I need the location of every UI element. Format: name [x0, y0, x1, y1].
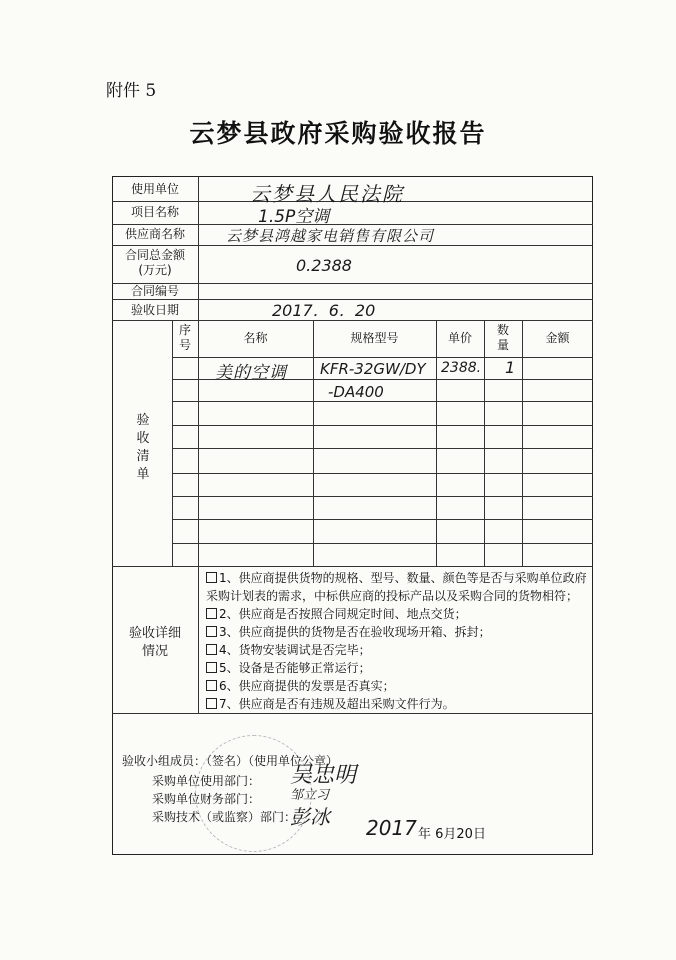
inventory-label-char: 单 [136, 467, 150, 482]
inventory-row-divider [172, 519, 593, 520]
item-name: 美的空调 [215, 363, 287, 383]
column-header-qty-char: 量 [496, 338, 509, 352]
column-header-price: 单价 [447, 331, 472, 345]
inventory-row-divider [172, 425, 593, 426]
page-title: 云梦县政府采购验收报告 [189, 119, 487, 148]
value-contract-amount: 0.2388 [296, 256, 352, 275]
sign-date-year: 2017 [366, 816, 417, 840]
item-model-line1: KFR-32GW/DY [320, 360, 426, 378]
checkbox[interactable] [206, 662, 217, 673]
section-divider [112, 713, 593, 714]
column-header-qty-char: 数 [496, 323, 509, 337]
label-acceptance-date: 验收日期 [130, 303, 179, 317]
check-item-text: 6、供应商提供的发票是否真实； [219, 679, 395, 693]
checkbox[interactable] [206, 572, 217, 583]
attachment-label: 附件 5 [106, 81, 157, 101]
value-acceptance-date: 2017．6．20 [272, 301, 376, 320]
check-item-text: 7、供应商是否有违规及超出采购文件行为。 [219, 697, 455, 711]
label-project-name: 项目名称 [130, 205, 179, 219]
column-header-seq-char: 号 [178, 338, 191, 352]
check-item-7 [206, 696, 455, 712]
inventory-label-divider [172, 320, 173, 566]
acceptance-team-line: 验收小组成员：（签名）（使用单位公章） [122, 754, 339, 768]
details-label [112, 625, 198, 661]
check-item-text: 5、设备是否能够正常运行； [219, 661, 371, 675]
value-supplier-name: 云梦县鸿越家电销售有限公司 [226, 227, 435, 245]
sign-date-rest: 年 6月20日 [418, 827, 486, 842]
item-qty: 1 [505, 358, 516, 377]
checkbox[interactable] [206, 644, 217, 655]
inventory-section-label [135, 412, 151, 484]
label-column-divider [198, 176, 199, 320]
seq-column-divider [198, 320, 199, 566]
column-header-seq [172, 323, 198, 353]
user-dept-label: 采购单位使用部门： [152, 774, 261, 788]
check-item-1 [206, 570, 587, 586]
check-item-text: 4、货物安装调试是否完毕； [219, 643, 371, 657]
inventory-label-char: 清 [136, 449, 150, 464]
model-column-divider [436, 320, 437, 566]
check-item-text: 3、供应商提供的货物是否在验收现场开箱、拆封； [219, 625, 491, 639]
item-model-line2: -DA400 [328, 383, 384, 401]
label-contract-amount [112, 248, 198, 278]
inventory-row-divider [172, 473, 593, 474]
check-item-text: 采购计划表的需求，中标供应商的投标产品以及采购合同的货物相符； [206, 589, 579, 603]
checkbox[interactable] [206, 680, 217, 691]
label-using-unit: 使用单位 [130, 182, 179, 196]
inventory-row-divider [172, 496, 593, 497]
section-divider [112, 566, 593, 567]
column-header-model: 规格型号 [350, 331, 399, 345]
check-item-2 [206, 606, 467, 622]
tech-dept-label: 采购技术（或监察）部门： [152, 810, 297, 824]
check-item-text: 2、供应商是否按照合同规定时间、地点交货； [219, 607, 467, 621]
signature-user-dept: 吴忠明 [290, 763, 357, 788]
inventory-label-char: 验 [136, 413, 150, 428]
check-item-5 [206, 660, 371, 676]
column-header-amount: 金额 [545, 331, 570, 345]
inventory-row-divider [172, 401, 593, 402]
check-item-3 [206, 624, 491, 640]
checkbox[interactable] [206, 698, 217, 709]
qty-column-divider [522, 320, 523, 566]
inventory-row-divider [172, 543, 593, 544]
checkbox[interactable] [206, 626, 217, 637]
label-supplier-name: 供应商名称 [124, 227, 185, 241]
details-label-line1: 验收详细 [128, 626, 181, 641]
value-project-name: 1.5P空调 [258, 207, 330, 227]
check-item-4 [206, 642, 371, 658]
price-column-divider [484, 320, 485, 566]
name-column-divider [313, 320, 314, 566]
column-header-name: 名称 [243, 331, 268, 345]
signature-tech-dept: 彭冰 [290, 805, 330, 829]
details-label-line2: 情况 [141, 644, 168, 659]
inventory-row-divider [172, 448, 593, 449]
value-using-unit: 云梦县人民法院 [250, 182, 404, 206]
label-contract-amount-unit: (万元) [138, 263, 172, 277]
check-item-1-cont [206, 588, 578, 604]
item-price: 2388. [441, 360, 482, 376]
label-contract-amount-line1: 合同总金额 [124, 248, 185, 262]
column-header-seq-char: 序 [178, 323, 191, 337]
signature-finance-dept: 邹立习 [290, 788, 330, 803]
checkbox[interactable] [206, 608, 217, 619]
check-item-6 [206, 678, 395, 694]
column-header-qty [484, 323, 522, 353]
finance-dept-label: 采购单位财务部门： [152, 792, 261, 806]
label-contract-number: 合同编号 [130, 284, 179, 298]
check-item-text: 1、供应商提供货物的规格、型号、数量、颜色等是否与采购单位政府 [219, 571, 587, 585]
details-label-divider [198, 566, 199, 713]
inventory-label-char: 收 [136, 431, 150, 446]
